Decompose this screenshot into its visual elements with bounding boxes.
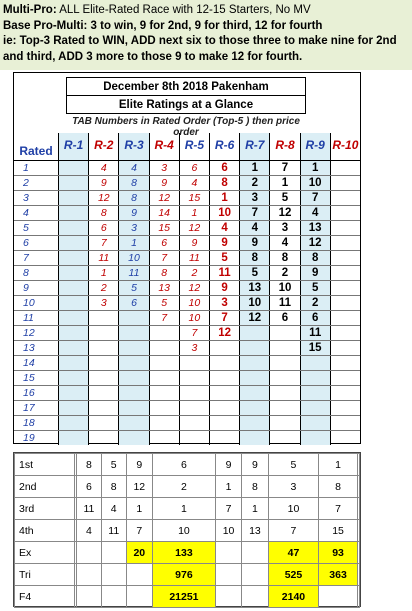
results-cell: 1 [215,476,241,498]
rating-cell: 4 [131,162,137,174]
race-column [330,133,360,445]
rating-cell: 8 [131,177,137,189]
rating-cell: 1 [191,207,198,219]
results-cell: 4 [77,520,102,542]
results-cell [357,498,359,520]
race-column [88,133,118,445]
results-cell [357,542,359,564]
rank-cell: 11 [23,312,34,324]
rating-cell: 9 [221,237,228,249]
instructions-header [0,0,412,70]
rating-cell: 3 [191,342,198,354]
rank-cell: 14 [23,357,35,369]
results-cell: 363 [319,564,358,586]
grid-line [14,430,360,431]
results-row-label: Tri [15,564,75,586]
rank-cell: 6 [23,237,29,249]
results-cell [357,454,359,476]
rating-cell: 10 [248,297,262,309]
rating-cell: 1 [100,267,107,279]
grid-line [14,295,360,296]
results-cell [357,520,359,542]
rating-cell: 10 [128,252,140,264]
results-cell: 15 [319,520,358,542]
race-header: R-4 [154,138,174,152]
results-cell: 976 [153,564,216,586]
results-cell: 2 [153,476,216,498]
rating-cell: 5 [131,282,137,294]
results-cell [242,564,268,586]
results-cell: 5 [101,454,126,476]
results-row [15,542,360,564]
grid-line [14,265,360,266]
grid-line [14,175,360,176]
rating-cell: 5 [161,297,168,309]
results-cell [357,586,359,608]
rating-cell: 5 [221,252,228,264]
rank-cell: 18 [23,417,35,429]
results-panel [13,452,361,607]
rank-cell: 5 [23,222,29,234]
results-cell: 8 [319,476,358,498]
rating-cell: 11 [98,252,110,264]
rating-cell: 7 [161,312,168,324]
results-cell: 3 [268,476,319,498]
results-cell: 93 [319,542,358,564]
results-cell: 10 [268,498,319,520]
results-cell: 525 [268,564,319,586]
results-cell: 8 [242,476,268,498]
rating-cell: 6 [131,297,137,309]
race-column [209,133,239,445]
example-text-2: and third, ADD 3 more to those 9 to make 12 for fourth. [3,50,303,63]
rating-cell: 11 [188,252,200,264]
results-cell: 12 [126,476,152,498]
results-cell [77,586,102,608]
rating-cell: 2 [281,267,289,279]
race-header: R-3 [124,138,144,152]
grid-line [14,370,360,371]
results-cell [215,586,241,608]
instruction-line-3 [3,34,412,50]
rating-cell: 8 [311,252,319,264]
grid-line [14,385,360,386]
results-row [15,586,360,608]
rating-cell: 1 [131,237,137,249]
rating-cell: 9 [191,237,198,249]
rank-cell: 7 [23,252,29,264]
results-cell: 6 [153,454,216,476]
grid-line [14,415,360,416]
results-cell [357,564,359,586]
results-cell: 10 [215,520,241,542]
grid-line [14,250,360,251]
results-cell [242,586,268,608]
rating-cell: 12 [97,192,110,204]
rating-cell: 2 [100,282,107,294]
rating-cell: 9 [311,267,319,279]
results-cell: 1 [242,498,268,520]
rating-cell: 8 [281,252,289,264]
rating-cell: 4 [191,177,198,189]
rating-cell: 9 [251,237,258,249]
results-row [15,520,360,542]
results-row [15,476,360,498]
results-cell: 7 [268,520,319,542]
rank-column [14,133,58,445]
rating-cell: 13 [248,282,262,294]
race-header: R-9 [305,138,325,152]
rating-cell: 9 [221,282,228,294]
grid-line [14,325,360,326]
results-cell [77,564,102,586]
rating-cell: 7 [311,192,319,204]
rating-cell: 11 [309,327,322,339]
results-cell: 7 [126,520,152,542]
results-row [15,454,360,476]
results-cell: 5 [268,454,319,476]
sheet-title: December 8th 2018 Pakenham [66,77,306,96]
results-cell [215,542,241,564]
rank-cell: 13 [23,342,35,354]
results-cell [242,542,268,564]
rating-cell: 5 [281,192,289,204]
rating-cell: 6 [311,312,319,324]
results-cell: 11 [77,498,102,520]
results-cell [77,542,102,564]
rank-cell: 15 [23,372,35,384]
rating-cell: 4 [281,237,289,249]
grid-line [14,205,360,206]
rating-cell: 8 [100,207,107,219]
results-cell: 7 [215,498,241,520]
results-cell: 7 [319,498,358,520]
sheet-note: TAB Numbers in Rated Order (Top-5 ) then price order [72,116,300,138]
race-header: R-6 [214,138,235,152]
ratings-sheet [13,72,361,444]
rating-cell: 9 [131,207,137,219]
rating-cell: 4 [251,222,258,234]
rating-cell: 15 [188,192,201,204]
rank-cell: 16 [23,387,35,399]
rating-cell: 14 [158,207,171,219]
results-cell: 9 [126,454,152,476]
results-cell: 13 [242,520,268,542]
rank-cell: 4 [23,207,29,219]
results-cell: 20 [126,542,152,564]
rating-cell: 1 [281,177,289,189]
rating-cell: 4 [221,222,228,234]
sheet-subtitle: Elite Ratings at a Glance [66,95,306,114]
rating-cell: 12 [248,312,262,324]
grid-line [14,190,360,191]
results-cell [215,564,241,586]
results-cell [101,542,126,564]
results-row-label: F4 [15,586,75,608]
rated-header: Rated [19,144,53,158]
rating-cell: 3 [161,162,168,174]
rating-cell: 10 [308,177,322,189]
rating-cell: 5 [251,267,258,279]
results-cell: 11 [101,520,126,542]
rating-cell: 7 [191,327,198,339]
results-row-label: 4th [15,520,75,542]
race-header: R-7 [245,138,265,152]
ratings-grid [14,133,360,445]
rating-cell: 2 [311,297,319,309]
grid-line [14,355,360,356]
results-row-label: 1st [15,454,75,476]
race-column [149,133,179,445]
results-cell: 133 [153,542,216,564]
rank-cell: 9 [23,282,29,294]
rank-cell: 12 [23,327,35,339]
rating-cell: 12 [278,207,292,219]
rating-cell: 7 [161,252,168,264]
rank-cell: 8 [23,267,29,279]
results-cell: 47 [268,542,319,564]
results-cell [101,564,126,586]
rating-cell: 11 [128,267,140,279]
results-row-label: 3rd [15,498,75,520]
grid-line [14,280,360,281]
rating-cell: 3 [281,222,289,234]
rating-cell: 1 [311,162,319,174]
rating-cell: 6 [191,162,198,174]
grid-line [14,340,360,341]
rating-cell: 12 [188,222,201,234]
results-cell: 6 [77,476,102,498]
rating-cell: 10 [188,312,201,324]
rank-cell: 10 [23,297,35,309]
rating-cell: 8 [251,252,258,264]
rank-cell: 19 [23,432,35,444]
rank-cell: 3 [23,192,29,204]
rating-cell: 1 [251,162,258,174]
rating-cell: 15 [158,222,171,234]
rating-cell: 8 [131,192,137,204]
rating-cell: 1 [221,192,228,204]
rating-cell: 13 [308,222,322,234]
grid-line [14,400,360,401]
race-header: R-2 [94,138,114,152]
rating-cell: 4 [100,162,107,174]
rating-cell: 3 [131,222,137,234]
rating-cell: 6 [281,312,289,324]
rating-cell: 10 [218,207,231,219]
results-cell: 1 [319,454,358,476]
race-column [239,133,269,445]
rating-cell: 6 [100,222,107,234]
rating-cell: 3 [100,297,107,309]
results-table [14,453,360,608]
results-cell: 4 [101,498,126,520]
rating-cell: 10 [278,282,292,294]
race-column [179,133,209,445]
multi-pro-label: Multi-Pro: [3,4,57,16]
results-cell: 2140 [268,586,319,608]
rating-cell: 7 [221,312,228,324]
results-cell: 21251 [153,586,216,608]
results-cell: 9 [242,454,268,476]
rating-cell: 15 [308,342,322,354]
instruction-line-2 [3,19,412,35]
rating-cell: 12 [218,327,231,339]
rating-cell: 11 [278,297,292,309]
results-cell: 9 [215,454,241,476]
rating-cell: 13 [158,282,171,294]
grid-line [14,310,360,311]
results-cell [101,586,126,608]
rating-cell: 2 [191,267,198,279]
rating-cell: 3 [221,297,228,309]
results-cell: 8 [77,454,102,476]
race-column [58,133,88,445]
race-header: R-5 [184,138,205,152]
race-header: R-8 [275,138,295,152]
grid-line [14,220,360,221]
rank-cell: 17 [23,402,35,414]
race-column [269,133,299,445]
results-cell: 1 [126,498,152,520]
rating-cell: 8 [221,177,228,189]
rating-cell: 5 [311,282,319,294]
example-text-1: ie: Top-3 Rated to WIN, ADD next six to those three to make nine for 2nd [3,35,397,47]
rating-cell: 10 [188,297,201,309]
results-row-label: 2nd [15,476,75,498]
race-column [118,133,148,445]
rating-cell: 6 [221,162,228,174]
rating-cell: 3 [251,192,258,204]
rating-cell: 7 [100,237,107,249]
results-row [15,498,360,520]
grid-line [14,235,360,236]
rank-cell: 2 [23,177,29,189]
results-cell [319,586,358,608]
rank-cell: 1 [23,162,29,174]
rating-cell: 4 [311,207,319,219]
base-pro-multi-text: Base Pro-Multi: 3 to win, 9 for 2nd, 9 for third, 12 for fourth [3,19,323,32]
rating-cell: 7 [251,207,258,219]
rating-cell: 11 [218,267,231,279]
multi-pro-text: ALL Elite-Rated Race with 12-15 Starters, No MV [56,4,311,16]
rating-cell: 9 [161,177,168,189]
results-cell [126,564,152,586]
rating-cell: 2 [251,177,258,189]
instruction-line-1 [3,3,412,19]
results-cell: 10 [153,520,216,542]
results-row-label: Ex [15,542,75,564]
rating-cell: 12 [158,192,171,204]
results-cell [126,586,152,608]
results-row [15,564,360,586]
rating-cell: 12 [188,282,201,294]
race-header: R-1 [63,138,84,152]
rating-cell: 7 [281,162,289,174]
results-cell: 8 [101,476,126,498]
grid-line [14,160,360,161]
rating-cell: 6 [161,237,168,249]
rating-cell: 9 [100,177,107,189]
results-cell: 1 [153,498,216,520]
rating-cell: 8 [161,267,168,279]
rating-cell: 12 [308,237,322,249]
race-column [300,133,330,445]
race-header: R-10 [332,138,359,152]
results-cell [357,476,359,498]
instruction-line-4 [3,50,412,66]
